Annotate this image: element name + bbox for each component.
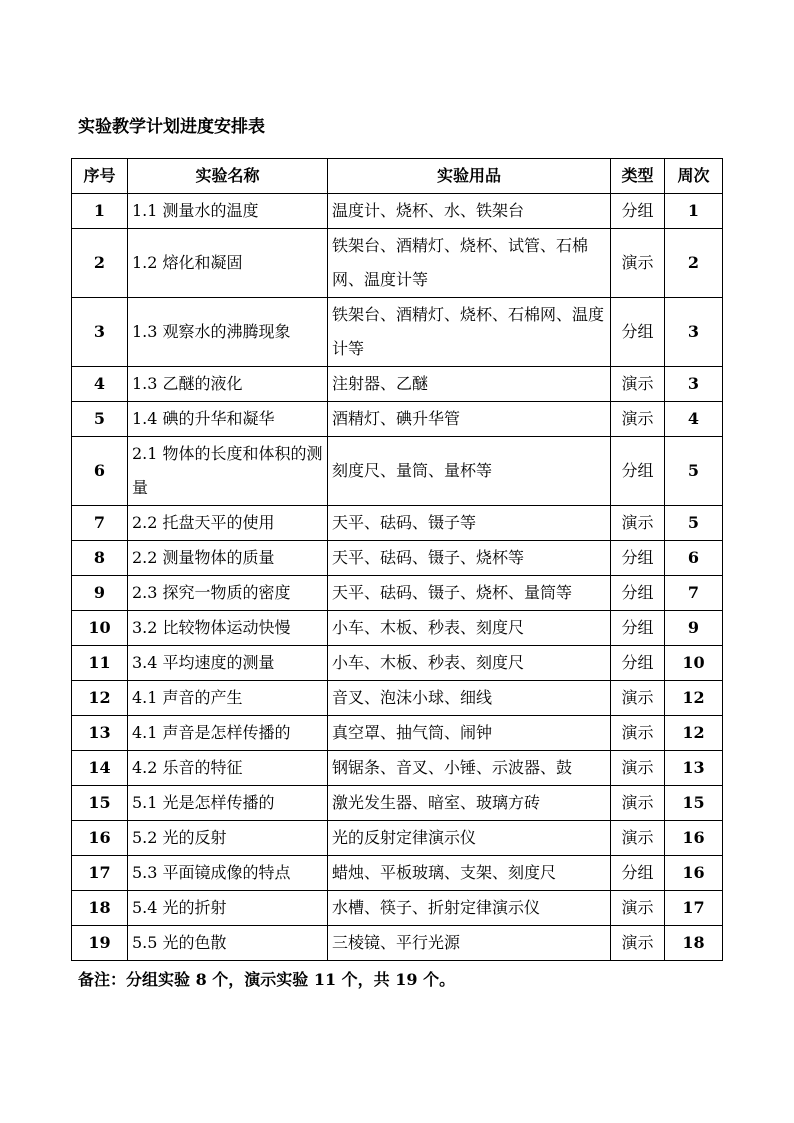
cell-items: 铁架台、酒精灯、烧杯、石棉网、温度计等 — [328, 298, 611, 367]
cell-type: 分组 — [611, 646, 665, 681]
header-type: 类型 — [611, 159, 665, 194]
cell-items: 三棱镜、平行光源 — [328, 926, 611, 961]
cell-week: 15 — [665, 786, 723, 821]
cell-name: 4.2 乐音的特征 — [128, 751, 328, 786]
cell-no: 3 — [72, 298, 128, 367]
table-row — [72, 786, 723, 821]
cell-type: 演示 — [611, 229, 665, 298]
cell-week: 17 — [665, 891, 723, 926]
cell-items: 蜡烛、平板玻璃、支架、刻度尺 — [328, 856, 611, 891]
cell-items: 刻度尺、量筒、量杯等 — [328, 437, 611, 506]
table-row — [72, 229, 723, 298]
cell-name: 3.4 平均速度的测量 — [128, 646, 328, 681]
table-row — [72, 367, 723, 402]
experiment-schedule-table — [71, 158, 723, 961]
cell-items: 注射器、乙醚 — [328, 367, 611, 402]
cell-no: 6 — [72, 437, 128, 506]
cell-items: 酒精灯、碘升华管 — [328, 402, 611, 437]
table-row — [72, 646, 723, 681]
cell-name: 4.1 声音的产生 — [128, 681, 328, 716]
cell-week: 12 — [665, 716, 723, 751]
cell-no: 14 — [72, 751, 128, 786]
cell-week: 3 — [665, 298, 723, 367]
cell-no: 15 — [72, 786, 128, 821]
table-row — [72, 891, 723, 926]
table-row — [72, 437, 723, 506]
cell-no: 17 — [72, 856, 128, 891]
cell-week: 1 — [665, 194, 723, 229]
table-row — [72, 402, 723, 437]
cell-type: 演示 — [611, 367, 665, 402]
cell-items: 天平、砝码、镊子等 — [328, 506, 611, 541]
cell-week: 3 — [665, 367, 723, 402]
cell-week: 6 — [665, 541, 723, 576]
cell-name: 4.1 声音是怎样传播的 — [128, 716, 328, 751]
table-row — [72, 506, 723, 541]
cell-no: 8 — [72, 541, 128, 576]
cell-type: 演示 — [611, 751, 665, 786]
cell-name: 1.4 碘的升华和凝华 — [128, 402, 328, 437]
header-items: 实验用品 — [328, 159, 611, 194]
cell-items: 钢锯条、音叉、小锤、示波器、鼓 — [328, 751, 611, 786]
cell-name: 2.1 物体的长度和体积的测量 — [128, 437, 328, 506]
cell-name: 1.2 熔化和凝固 — [128, 229, 328, 298]
cell-week: 2 — [665, 229, 723, 298]
cell-items: 天平、砝码、镊子、烧杯等 — [328, 541, 611, 576]
cell-name: 5.2 光的反射 — [128, 821, 328, 856]
cell-week: 5 — [665, 437, 723, 506]
cell-no: 11 — [72, 646, 128, 681]
cell-no: 9 — [72, 576, 128, 611]
header-week: 周次 — [665, 159, 723, 194]
cell-items: 小车、木板、秒表、刻度尺 — [328, 646, 611, 681]
table-row — [72, 611, 723, 646]
cell-type: 演示 — [611, 506, 665, 541]
cell-name: 2.2 托盘天平的使用 — [128, 506, 328, 541]
cell-type: 分组 — [611, 541, 665, 576]
table-row — [72, 576, 723, 611]
cell-no: 19 — [72, 926, 128, 961]
cell-type: 演示 — [611, 681, 665, 716]
table-row — [72, 926, 723, 961]
cell-type: 分组 — [611, 437, 665, 506]
cell-no: 7 — [72, 506, 128, 541]
cell-type: 分组 — [611, 576, 665, 611]
cell-week: 7 — [665, 576, 723, 611]
cell-week: 16 — [665, 856, 723, 891]
table-row — [72, 541, 723, 576]
table-row — [72, 681, 723, 716]
cell-items: 真空罩、抽气筒、闹钟 — [328, 716, 611, 751]
cell-week: 13 — [665, 751, 723, 786]
cell-week: 5 — [665, 506, 723, 541]
cell-type: 分组 — [611, 611, 665, 646]
cell-type: 演示 — [611, 926, 665, 961]
cell-name: 1.3 观察水的沸腾现象 — [128, 298, 328, 367]
cell-week: 18 — [665, 926, 723, 961]
cell-name: 5.3 平面镜成像的特点 — [128, 856, 328, 891]
cell-no: 5 — [72, 402, 128, 437]
cell-name: 5.5 光的色散 — [128, 926, 328, 961]
cell-no: 13 — [72, 716, 128, 751]
cell-name: 1.3 乙醚的液化 — [128, 367, 328, 402]
cell-week: 16 — [665, 821, 723, 856]
table-row — [72, 194, 723, 229]
cell-name: 2.2 测量物体的质量 — [128, 541, 328, 576]
page-title: 实验教学计划进度安排表 — [78, 117, 265, 137]
header-name: 实验名称 — [128, 159, 328, 194]
cell-items: 铁架台、酒精灯、烧杯、试管、石棉网、温度计等 — [328, 229, 611, 298]
cell-no: 18 — [72, 891, 128, 926]
cell-type: 演示 — [611, 716, 665, 751]
table-row — [72, 856, 723, 891]
table-row — [72, 751, 723, 786]
cell-name: 2.3 探究一物质的密度 — [128, 576, 328, 611]
cell-no: 16 — [72, 821, 128, 856]
cell-week: 9 — [665, 611, 723, 646]
cell-type: 演示 — [611, 402, 665, 437]
cell-name: 5.1 光是怎样传播的 — [128, 786, 328, 821]
cell-items: 激光发生器、暗室、玻璃方砖 — [328, 786, 611, 821]
header-no: 序号 — [72, 159, 128, 194]
table-row — [72, 821, 723, 856]
cell-items: 小车、木板、秒表、刻度尺 — [328, 611, 611, 646]
cell-name: 1.1 测量水的温度 — [128, 194, 328, 229]
cell-type: 分组 — [611, 194, 665, 229]
table-header-row — [72, 159, 723, 194]
cell-items: 天平、砝码、镊子、烧杯、量筒等 — [328, 576, 611, 611]
cell-week: 4 — [665, 402, 723, 437]
cell-items: 音叉、泡沫小球、细线 — [328, 681, 611, 716]
footnote: 备注：分组实验 8 个，演示实验 11 个，共 19 个。 — [78, 970, 456, 989]
cell-items: 水槽、筷子、折射定律演示仪 — [328, 891, 611, 926]
cell-type: 分组 — [611, 856, 665, 891]
cell-name: 5.4 光的折射 — [128, 891, 328, 926]
cell-no: 4 — [72, 367, 128, 402]
cell-no: 10 — [72, 611, 128, 646]
cell-no: 12 — [72, 681, 128, 716]
cell-items: 光的反射定律演示仪 — [328, 821, 611, 856]
cell-type: 演示 — [611, 891, 665, 926]
cell-no: 1 — [72, 194, 128, 229]
cell-type: 分组 — [611, 298, 665, 367]
cell-no: 2 — [72, 229, 128, 298]
cell-items: 温度计、烧杯、水、铁架台 — [328, 194, 611, 229]
cell-type: 演示 — [611, 786, 665, 821]
table-row — [72, 298, 723, 367]
cell-week: 10 — [665, 646, 723, 681]
table-row — [72, 716, 723, 751]
cell-week: 12 — [665, 681, 723, 716]
cell-name: 3.2 比较物体运动快慢 — [128, 611, 328, 646]
cell-type: 演示 — [611, 821, 665, 856]
